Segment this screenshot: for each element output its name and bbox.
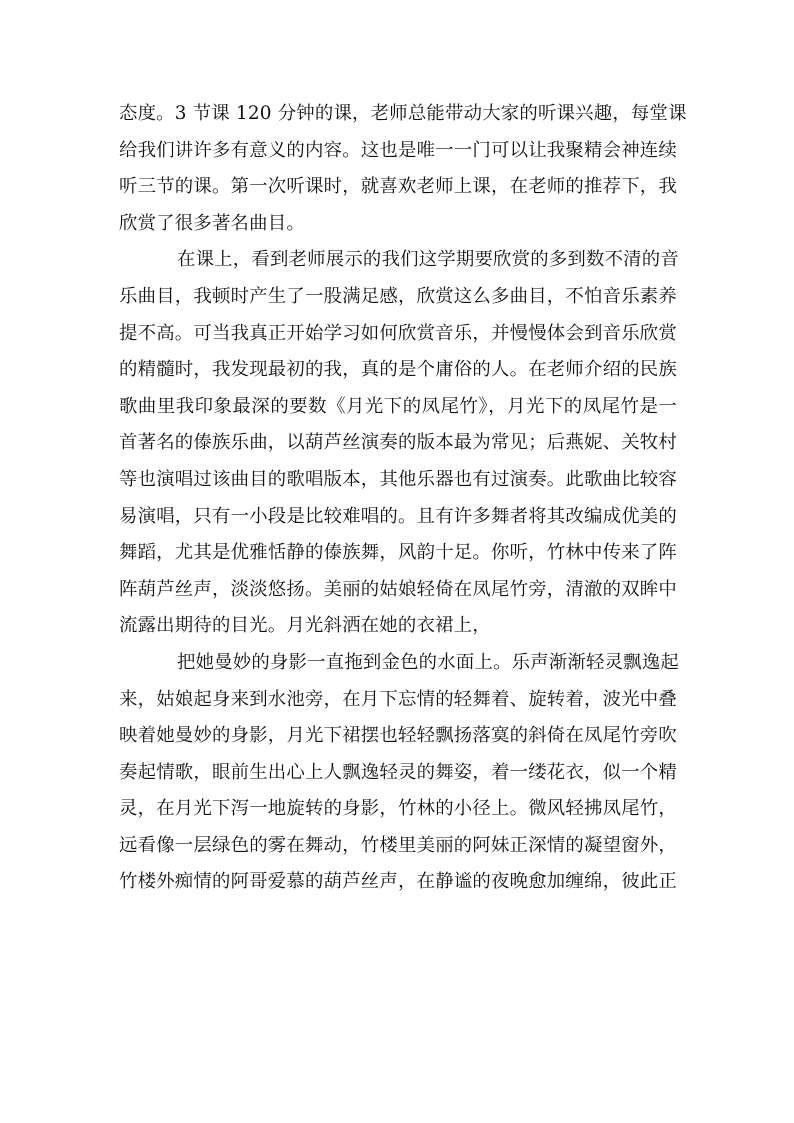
text-body xyxy=(119,96,687,901)
text-line: 远看像一层绿色的雾在舞动，竹楼里美丽的阿妹正深情的凝望窗外， xyxy=(119,834,677,856)
text-line: 流露出期待的目光。月光斜洒在她的衣裙上， xyxy=(119,615,491,637)
text-line: 在课上，看到老师展示的我们这学期要欣赏的多到数不清的音 xyxy=(177,249,679,271)
text-line: 乐曲目，我顿时产生了一股满足感，欣赏这么多曲目，不怕音乐素养 xyxy=(119,285,677,307)
text-line: 把她曼妙的身影一直拖到金色的水面上。乐声渐渐轻灵飘逸起 xyxy=(177,651,679,673)
text-line: 映着她曼妙的身影，月光下裙摆也轻轻飘扬落寞的斜倚在凤尾竹旁吹 xyxy=(119,725,677,747)
text-line: 的精髓时，我发现最初的我，真的是个庸俗的人。在老师介绍的民族 xyxy=(119,359,677,381)
text-line: 欣赏了很多著名曲目。 xyxy=(119,212,305,234)
text-line: 提不高。可当我真正开始学习如何欣赏音乐，并慢慢体会到音乐欣赏 xyxy=(119,322,677,344)
paragraph-1 xyxy=(119,96,687,242)
text-line: 态度。3 节课 120 分钟的课，老师总能带动大家的听课兴趣，每堂课 xyxy=(119,103,687,124)
text-line: 听三节的课。第一次听课时，就喜欢老师上课，在老师的推荐下，我 xyxy=(119,176,677,198)
text-line: 首著名的傣族乐曲，以葫芦丝演奏的版本最为常见；后燕妮、关牧村 xyxy=(119,432,677,454)
paragraph-2 xyxy=(119,242,677,645)
text-line: 歌曲里我印象最深的要数《月光下的凤尾竹》，月光下的凤尾竹是一 xyxy=(119,395,677,417)
paragraph-3 xyxy=(119,645,677,901)
text-line: 奏起情歌，眼前生出心上人飘逸轻灵的舞姿，着一缕花衣，似一个精 xyxy=(119,761,677,783)
text-line: 给我们讲许多有意义的内容。这也是唯一一门可以让我聚精会神连续 xyxy=(119,139,677,161)
text-line: 等也演唱过该曲目的歌唱版本，其他乐器也有过演奏。此歌曲比较容 xyxy=(119,468,677,490)
text-line: 舞蹈，尤其是优雅恬静的傣族舞，风韵十足。你听，竹林中传来了阵 xyxy=(119,542,677,564)
text-line: 来，姑娘起身来到水池旁，在月下忘情的轻舞着、旋转着，波光中叠 xyxy=(119,688,677,710)
text-line: 易演唱，只有一小段是比较难唱的。且有许多舞者将其改编成优美的 xyxy=(119,505,677,527)
text-line: 灵，在月光下泻一地旋转的身影，竹林的小径上。微风轻拂凤尾竹， xyxy=(119,798,677,820)
text-line: 竹楼外痴情的阿哥爱慕的葫芦丝声，在静谧的夜晚愈加缠绵，彼此正 xyxy=(119,871,677,893)
text-line: 阵葫芦丝声，淡淡悠扬。美丽的姑娘轻倚在凤尾竹旁，清澈的双眸中 xyxy=(119,578,677,600)
